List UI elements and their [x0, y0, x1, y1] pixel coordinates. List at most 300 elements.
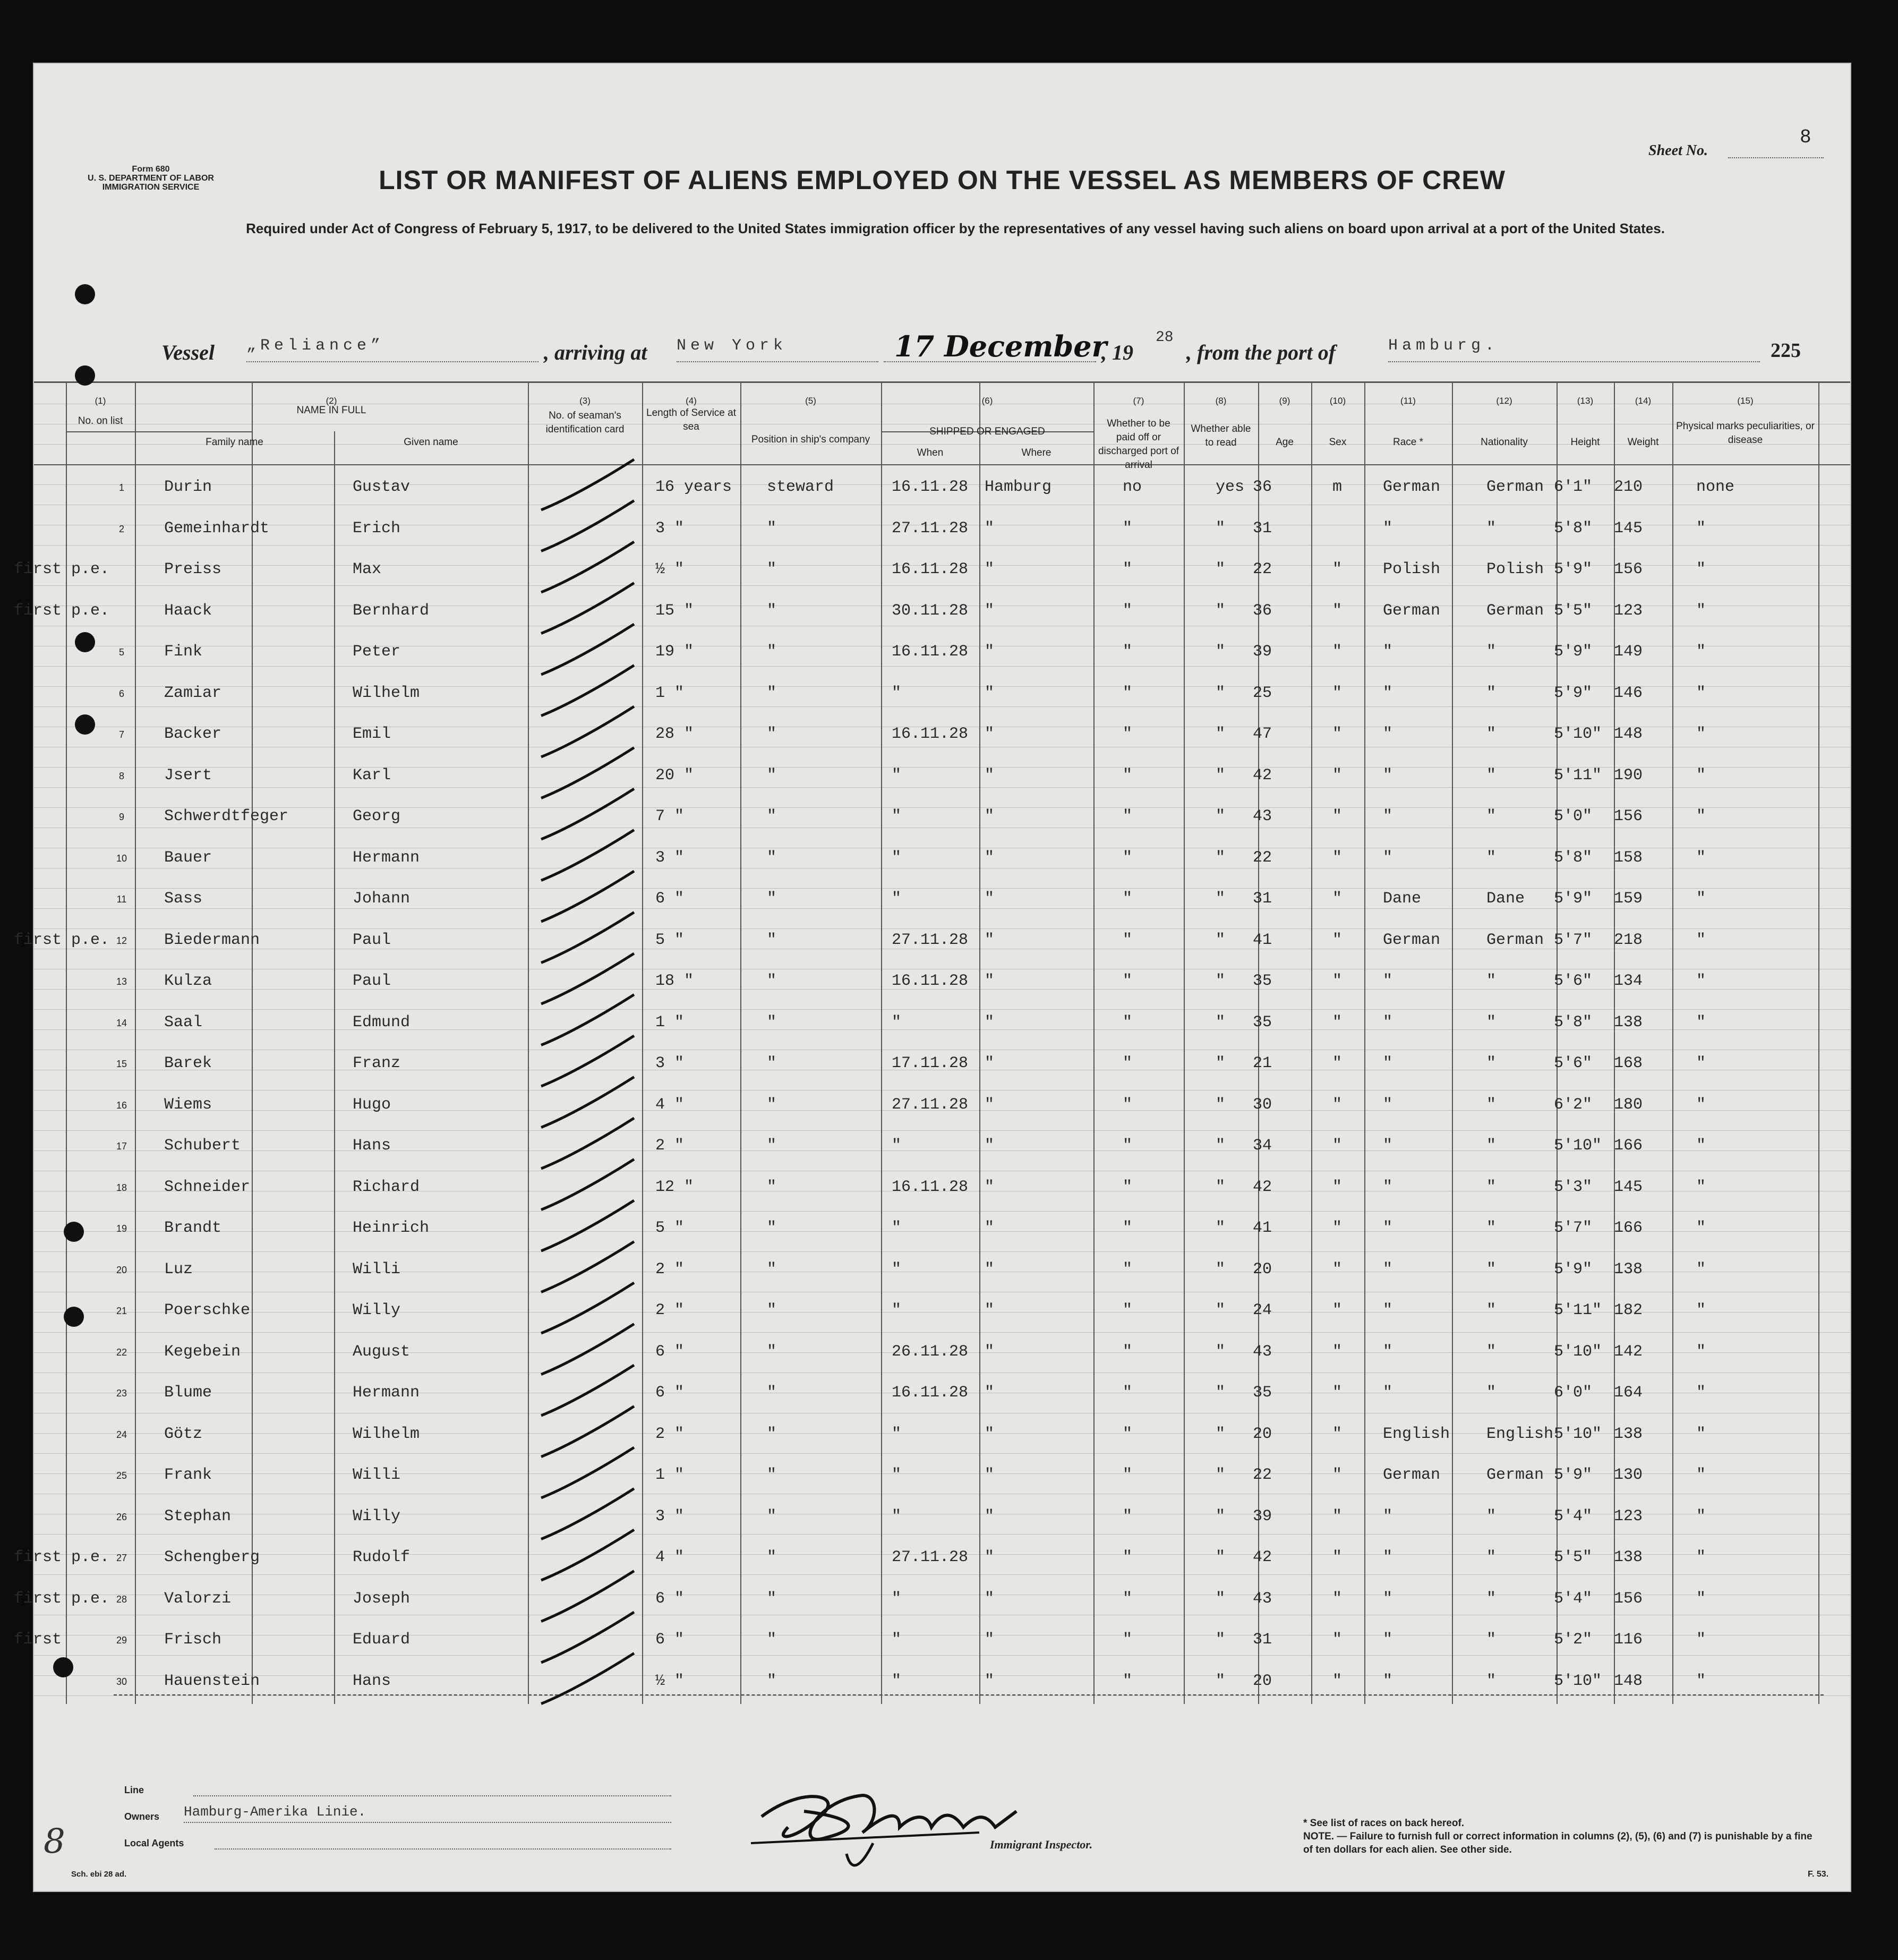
column-number: (10)	[1329, 396, 1346, 406]
paid-off: "	[1123, 766, 1133, 785]
height: 5'10"	[1554, 1672, 1602, 1690]
weight: 166	[1614, 1137, 1643, 1155]
shipped-when: 30.11.28	[892, 601, 969, 620]
given-name: Willy	[353, 1301, 401, 1319]
family-name: Götz	[164, 1425, 203, 1443]
sex: m	[1332, 478, 1343, 496]
first-pe-prefix: first p.e.	[14, 601, 110, 620]
shipped-where: "	[985, 1507, 995, 1526]
physical-marks: "	[1696, 1672, 1706, 1690]
weight: 148	[1614, 725, 1643, 743]
weight: 130	[1614, 1466, 1643, 1484]
weight: 123	[1614, 601, 1643, 620]
paid-off: "	[1123, 1301, 1133, 1319]
family-name: Schubert	[164, 1137, 241, 1155]
weight: 156	[1614, 807, 1643, 825]
column-number: (5)	[805, 396, 816, 406]
race: German	[1383, 931, 1441, 949]
family-name: Haack	[164, 601, 212, 620]
able-to-read: "	[1216, 1301, 1226, 1319]
nationality: "	[1486, 1260, 1497, 1279]
punch-hole	[75, 714, 95, 735]
shipped-when: 16.11.28	[892, 560, 969, 578]
family-name: Kegebein	[164, 1342, 241, 1361]
age: 20	[1253, 1425, 1272, 1443]
column-number: (4)	[686, 396, 697, 406]
height: 5'5"	[1554, 1548, 1593, 1566]
family-name: Hauenstein	[164, 1672, 260, 1690]
given-name: Franz	[353, 1054, 401, 1072]
inspector-label: Immigrant Inspector.	[990, 1838, 1093, 1851]
length-of-service: 2 "	[655, 1260, 685, 1279]
length-of-service: 3 "	[655, 519, 685, 538]
row-number: 6	[118, 688, 124, 699]
given-name: August	[353, 1342, 411, 1361]
column-number: (14)	[1635, 396, 1652, 406]
family-name: Blume	[164, 1384, 212, 1402]
physical-marks: none	[1696, 478, 1735, 496]
race: English	[1383, 1425, 1450, 1443]
shipped-when: "	[892, 1466, 902, 1484]
family-name: Schneider	[164, 1178, 251, 1196]
row-number: 23	[116, 1388, 127, 1399]
able-to-read: "	[1216, 766, 1226, 785]
nationality: "	[1486, 972, 1497, 990]
given-name: Willy	[353, 1507, 401, 1526]
column-header: No. of seaman's identification card	[545, 410, 625, 435]
row-number: 28	[116, 1593, 127, 1605]
check-mark	[541, 542, 634, 592]
physical-marks: "	[1696, 519, 1706, 538]
race: German	[1383, 601, 1441, 620]
check-mark	[541, 1160, 634, 1210]
weight: 168	[1614, 1054, 1643, 1072]
able-to-read: yes	[1216, 478, 1245, 496]
physical-marks: "	[1696, 807, 1706, 825]
length-of-service: 1 "	[655, 1466, 685, 1484]
able-to-read: "	[1216, 807, 1226, 825]
nationality: "	[1486, 1054, 1497, 1072]
able-to-read: "	[1216, 1219, 1226, 1237]
shipped-when: 16.11.28	[892, 725, 969, 743]
paid-off: "	[1123, 560, 1133, 578]
paid-off: "	[1123, 643, 1133, 661]
shipped-when: 27.11.28	[892, 519, 969, 538]
column-number: (13)	[1577, 396, 1594, 406]
shipped-when: 27.11.28	[892, 1095, 969, 1114]
paid-off: "	[1123, 725, 1133, 743]
shipped-where: "	[985, 890, 995, 908]
margin-mark: 8	[44, 1822, 65, 1861]
race: "	[1383, 1342, 1393, 1361]
able-to-read: "	[1216, 931, 1226, 949]
column-number: (7)	[1133, 396, 1144, 406]
height: 5'8"	[1554, 848, 1593, 867]
family-name: Zamiar	[164, 684, 222, 702]
check-mark	[541, 1407, 634, 1457]
position: "	[767, 519, 777, 538]
family-name: Luz	[164, 1260, 193, 1279]
weight: 142	[1614, 1342, 1643, 1361]
shipped-when: 27.11.28	[892, 1548, 969, 1566]
height: 5'8"	[1554, 519, 1593, 538]
paid-off: "	[1123, 1342, 1133, 1361]
physical-marks: "	[1696, 1342, 1706, 1361]
nationality: "	[1486, 519, 1497, 538]
age: 35	[1253, 1013, 1272, 1032]
weight: 138	[1614, 1260, 1643, 1279]
family-name: Schwerdtfeger	[164, 807, 289, 825]
given-name: Willi	[353, 1466, 401, 1484]
family-name: Schengberg	[164, 1548, 260, 1566]
column-number: (15)	[1737, 396, 1754, 406]
family-name: Barek	[164, 1054, 212, 1072]
weight: 149	[1614, 643, 1643, 661]
row-number: 25	[116, 1470, 127, 1481]
row-number: 8	[118, 770, 124, 781]
row-number: 17	[116, 1141, 127, 1152]
column-header: Height	[1570, 437, 1600, 448]
nationality: "	[1486, 1631, 1497, 1649]
race: Polish	[1383, 560, 1441, 578]
shipped-where: "	[985, 1137, 995, 1155]
shipped-when: "	[892, 1301, 902, 1319]
nationality: "	[1486, 1095, 1497, 1114]
age: 31	[1253, 519, 1272, 538]
column-number: (6)	[981, 396, 993, 406]
row-number: 11	[116, 894, 127, 905]
height: 6'2"	[1554, 1095, 1593, 1114]
shipped-where: Hamburg	[985, 478, 1052, 496]
column-header: Given name	[404, 437, 458, 448]
age: 39	[1253, 1507, 1272, 1526]
given-name: Gustav	[353, 478, 411, 496]
length-of-service: 18 "	[655, 972, 694, 990]
family-name: Sass	[164, 890, 203, 908]
shipped-where: "	[985, 1178, 995, 1196]
able-to-read: "	[1216, 601, 1226, 620]
position: "	[767, 560, 777, 578]
physical-marks: "	[1696, 1589, 1706, 1608]
check-mark	[541, 666, 634, 716]
nationality: German	[1486, 1466, 1544, 1484]
weight: 138	[1614, 1013, 1643, 1032]
check-mark	[541, 624, 634, 675]
race: "	[1383, 684, 1393, 702]
family-name: Poerschke	[164, 1301, 251, 1319]
sex: "	[1332, 1178, 1343, 1196]
physical-marks: "	[1696, 643, 1706, 661]
family-name: Valorzi	[164, 1589, 232, 1608]
column-header: Race *	[1392, 437, 1424, 448]
given-name: Karl	[353, 766, 391, 785]
year-label: , 19	[1101, 340, 1133, 364]
race: "	[1383, 1672, 1393, 1690]
weight: 180	[1614, 1095, 1643, 1114]
length-of-service: 20 "	[655, 766, 694, 785]
weight: 159	[1614, 890, 1643, 908]
position: "	[767, 1219, 777, 1237]
check-mark	[541, 1077, 634, 1128]
able-to-read: "	[1216, 1507, 1226, 1526]
height: 5'11"	[1554, 1301, 1602, 1319]
physical-marks: "	[1696, 1548, 1706, 1566]
physical-marks: "	[1696, 1466, 1706, 1484]
shipped-when: "	[892, 807, 902, 825]
race: "	[1383, 1095, 1393, 1114]
length-of-service: 4 "	[655, 1548, 685, 1566]
age: 35	[1253, 1384, 1272, 1402]
owners-dotline	[184, 1822, 671, 1823]
sex: "	[1332, 1589, 1343, 1608]
nationality: Polish	[1486, 560, 1544, 578]
weight: 158	[1614, 848, 1643, 867]
check-mark	[541, 913, 634, 963]
height: 5'9"	[1554, 890, 1593, 908]
weight: 156	[1614, 1589, 1643, 1608]
height: 5'5"	[1554, 601, 1593, 620]
race: "	[1383, 1219, 1393, 1237]
position: "	[767, 890, 777, 908]
height: 5'2"	[1554, 1631, 1593, 1649]
paid-off: "	[1123, 1054, 1133, 1072]
given-name: Erich	[353, 519, 401, 538]
able-to-read: "	[1216, 725, 1226, 743]
first-pe-prefix: first p.e.	[14, 931, 110, 949]
shipped-when: 27.11.28	[892, 931, 969, 949]
family-name: Wiems	[164, 1095, 212, 1114]
race: "	[1383, 972, 1393, 990]
sex: "	[1332, 1013, 1343, 1032]
able-to-read: "	[1216, 1013, 1226, 1032]
nationality: German	[1486, 931, 1544, 949]
length-of-service: 3 "	[655, 1054, 685, 1072]
position: "	[767, 1054, 777, 1072]
weight: 138	[1614, 1548, 1643, 1566]
age: 36	[1253, 601, 1272, 620]
paid-off: "	[1123, 1260, 1133, 1279]
shipped-when: "	[892, 684, 902, 702]
check-mark	[541, 1036, 634, 1086]
paid-off: "	[1123, 848, 1133, 867]
column-header: SHIPPED OR ENGAGED	[929, 426, 1045, 437]
weight: 182	[1614, 1301, 1643, 1319]
height: 5'10"	[1554, 1137, 1602, 1155]
paid-off: "	[1123, 1425, 1133, 1443]
position: "	[767, 601, 777, 620]
weight: 138	[1614, 1425, 1643, 1443]
length-of-service: 4 "	[655, 1095, 685, 1114]
position: "	[767, 643, 777, 661]
race: "	[1383, 1631, 1393, 1649]
column-number: (3)	[579, 396, 591, 406]
family-name: Fink	[164, 643, 203, 661]
column-header: Nationality	[1481, 437, 1528, 448]
given-name: Emil	[353, 725, 391, 743]
given-name: Paul	[353, 931, 391, 949]
shipped-where: "	[985, 931, 995, 949]
given-name: Peter	[353, 643, 401, 661]
weight: 123	[1614, 1507, 1643, 1526]
physical-marks: "	[1696, 1095, 1706, 1114]
length-of-service: 19 "	[655, 643, 694, 661]
nationality: Dane	[1486, 890, 1525, 908]
page-title: LIST OR MANIFEST OF ALIENS EMPLOYED ON THE VESSEL AS MEMBERS OF CREW	[379, 165, 1506, 195]
length-of-service: 6 "	[655, 1631, 685, 1649]
page-stamp: 225	[1771, 339, 1801, 362]
vessel-value: „Reliance”	[246, 337, 385, 355]
able-to-read: "	[1216, 1384, 1226, 1402]
height: 5'7"	[1554, 1219, 1593, 1237]
check-mark	[541, 1489, 634, 1539]
able-to-read: "	[1216, 1054, 1226, 1072]
agents-dotline	[215, 1848, 671, 1850]
check-mark	[541, 501, 634, 551]
paid-off: "	[1123, 931, 1133, 949]
shipped-where: "	[985, 1589, 995, 1608]
shipped-when: "	[892, 848, 902, 867]
inspector-signature	[740, 1779, 1038, 1880]
sex: "	[1332, 684, 1343, 702]
row-number: 24	[116, 1429, 127, 1440]
sex: "	[1332, 1631, 1343, 1649]
weight: 210	[1614, 478, 1643, 496]
sex: "	[1332, 1384, 1343, 1402]
length-of-service: 5 "	[655, 1219, 685, 1237]
given-name: Georg	[353, 807, 401, 825]
age: 24	[1253, 1301, 1272, 1319]
row-number: 19	[116, 1223, 127, 1234]
check-mark	[541, 1242, 634, 1292]
shipped-when: 16.11.28	[892, 643, 969, 661]
check-mark	[541, 583, 634, 634]
race: "	[1383, 643, 1393, 661]
position: "	[767, 1342, 777, 1361]
shipped-where: "	[985, 1466, 995, 1484]
shipped-where: "	[985, 1425, 995, 1443]
arrival-date: 17 December	[894, 329, 1107, 363]
shipped-when: 16.11.28	[892, 1178, 969, 1196]
given-name: Eduard	[353, 1631, 411, 1649]
able-to-read: "	[1216, 1672, 1226, 1690]
height: 5'6"	[1554, 972, 1593, 990]
column-header: Whether able to read	[1191, 423, 1251, 448]
owners-label: Owners	[124, 1811, 160, 1822]
position: "	[767, 1507, 777, 1526]
height: 5'3"	[1554, 1178, 1593, 1196]
race: Dane	[1383, 890, 1422, 908]
age: 42	[1253, 766, 1272, 785]
sex: "	[1332, 601, 1343, 620]
physical-marks: "	[1696, 1137, 1706, 1155]
length-of-service: 6 "	[655, 1589, 685, 1608]
able-to-read: "	[1216, 1466, 1226, 1484]
schedule-label: Sch. ebi 28 ad.	[71, 1870, 127, 1879]
row-number: 12	[116, 935, 127, 946]
column-header: Sex	[1329, 437, 1347, 448]
race: "	[1383, 766, 1393, 785]
family-name: Durin	[164, 478, 212, 496]
physical-marks: "	[1696, 931, 1706, 949]
shipped-where: "	[985, 1301, 995, 1319]
check-mark	[541, 830, 634, 881]
able-to-read: "	[1216, 684, 1226, 702]
weight: 166	[1614, 1219, 1643, 1237]
weight: 164	[1614, 1384, 1643, 1402]
row-number: 20	[116, 1264, 127, 1275]
sex: "	[1332, 643, 1343, 661]
given-name: Rudolf	[353, 1548, 411, 1566]
physical-marks: "	[1696, 1219, 1706, 1237]
nationality: "	[1486, 1342, 1497, 1361]
row-number: 1	[118, 482, 124, 493]
family-name: Kulza	[164, 972, 212, 990]
punch-hole	[75, 365, 95, 386]
paid-off: "	[1123, 1095, 1133, 1114]
column-number: (9)	[1279, 396, 1290, 406]
row-number: 18	[116, 1182, 127, 1193]
height: 5'9"	[1554, 643, 1593, 661]
physical-marks: "	[1696, 972, 1706, 990]
height: 5'9"	[1554, 560, 1593, 578]
age: 20	[1253, 1672, 1272, 1690]
age: 22	[1253, 1466, 1272, 1484]
shipped-where: "	[985, 1095, 995, 1114]
shipped-where: "	[985, 1548, 995, 1566]
column-header: When	[917, 447, 944, 458]
age: 31	[1253, 1631, 1272, 1649]
column-header: Whether to be paid off or discharged port of arrival	[1098, 418, 1179, 471]
height: 5'9"	[1554, 1466, 1593, 1484]
age: 43	[1253, 1342, 1272, 1361]
position: "	[767, 1301, 777, 1319]
sex: "	[1332, 1137, 1343, 1155]
height: 5'11"	[1554, 766, 1602, 785]
nationality: German	[1486, 478, 1544, 496]
length-of-service: 12 "	[655, 1178, 694, 1196]
position: "	[767, 1589, 777, 1608]
given-name: Wilhelm	[353, 1425, 420, 1443]
given-name: Max	[353, 560, 382, 578]
vessel-label: Vessel	[161, 340, 215, 364]
physical-marks: "	[1696, 1054, 1706, 1072]
race: "	[1383, 1054, 1393, 1072]
length-of-service: 3 "	[655, 848, 685, 867]
paid-off: "	[1123, 1137, 1133, 1155]
age: 42	[1253, 1178, 1272, 1196]
port-value: Hamburg.	[1388, 337, 1499, 355]
column-header: Weight	[1627, 437, 1659, 448]
race: "	[1383, 1178, 1393, 1196]
position: "	[767, 725, 777, 743]
row-number: 21	[116, 1306, 127, 1316]
nationality: German	[1486, 601, 1544, 620]
check-mark	[541, 1283, 634, 1333]
paid-off: "	[1123, 1466, 1133, 1484]
paid-off: "	[1123, 1013, 1133, 1032]
row-number: 14	[116, 1017, 127, 1028]
given-name: Bernhard	[353, 601, 430, 620]
physical-marks: "	[1696, 684, 1706, 702]
given-name: Hermann	[353, 1384, 420, 1402]
check-mark	[541, 1654, 634, 1704]
shipped-where: "	[985, 684, 995, 702]
shipped-where: "	[985, 1342, 995, 1361]
column-header: Age	[1276, 437, 1294, 448]
column-header: Position in ship's company	[751, 434, 870, 445]
sheet-label: Sheet No.	[1648, 142, 1708, 159]
length-of-service: 6 "	[655, 1384, 685, 1402]
